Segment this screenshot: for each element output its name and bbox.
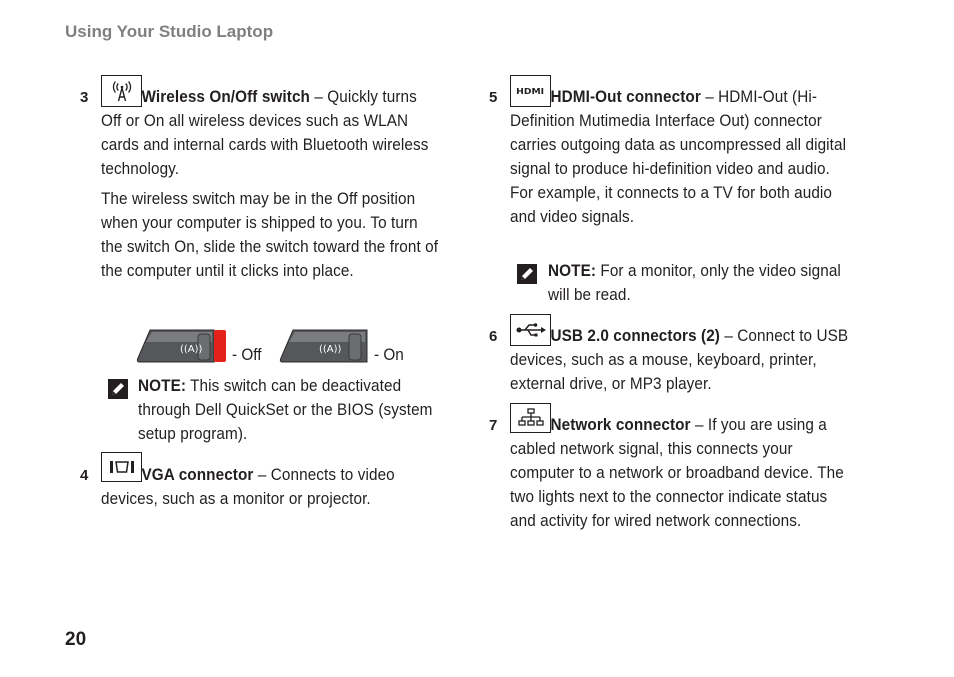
hdmi-desc: HDMI-Out connector – HDMI-Out (Hi-Definition Mutimedia Interface Out) connector carries outgoing data as uncompressed all digital signal to produce hi-definition video and audio. For example, it connects to a TV for both audio and video signals.	[510, 87, 847, 226]
wireless-note: NOTE: This switch can be deactivated through Dell QuickSet or the BIOS (system setup program).	[138, 376, 433, 443]
note-pencil-icon	[108, 379, 128, 399]
item-title: USB 2.0 connectors (2)	[550, 326, 720, 345]
switch-on-illustration	[279, 328, 371, 364]
switch-off-illustration	[136, 328, 230, 364]
usb-desc: USB 2.0 connectors (2) – Connect to USB devices, such as a mouse, keyboard, printer, external drive, or MP3 player.	[510, 326, 849, 393]
item-number: 6	[489, 328, 498, 345]
on-label: - On	[374, 345, 404, 364]
note-pencil-icon	[517, 264, 537, 284]
item-title: HDMI-Out connector	[550, 87, 701, 106]
network-desc: Network connector – If you are using a cabled network signal, this connects your computer to a network or broadband device. The two lights next to the connector indicate status and activity for wired network connections.	[510, 415, 844, 530]
item-number: 7	[489, 417, 498, 434]
wireless-desc: Wireless On/Off switch – Quickly turns Off or On all wireless devices such as WLAN cards and internal cards with Bluetooth wireless technology.	[101, 87, 429, 178]
item-title: Network connector	[550, 415, 691, 434]
item-number: 5	[489, 89, 498, 106]
svg-text:((A)): ((A))	[319, 344, 342, 355]
running-header: Using Your Studio Laptop	[65, 22, 274, 41]
item-title: VGA connector	[141, 465, 254, 484]
svg-text:((A)): ((A))	[180, 344, 203, 355]
item-number: 4	[80, 467, 89, 484]
hdmi-logo-icon: HDMI	[510, 75, 551, 107]
page-number: 20	[65, 629, 87, 650]
vga-desc: VGA connector – Connects to video devices, such as a monitor or projector.	[101, 465, 395, 508]
wireless-paragraph: The wireless switch may be in the Off position when your computer is shipped to you. To turn the switch On, slide the switch toward the front of the computer until it clicks into place.	[101, 189, 439, 280]
hdmi-note: NOTE: For a monitor, only the video signal will be read.	[548, 261, 841, 304]
item-title: Wireless On/Off switch	[141, 87, 310, 106]
off-label: - Off	[232, 345, 262, 364]
item-number: 3	[80, 89, 89, 106]
